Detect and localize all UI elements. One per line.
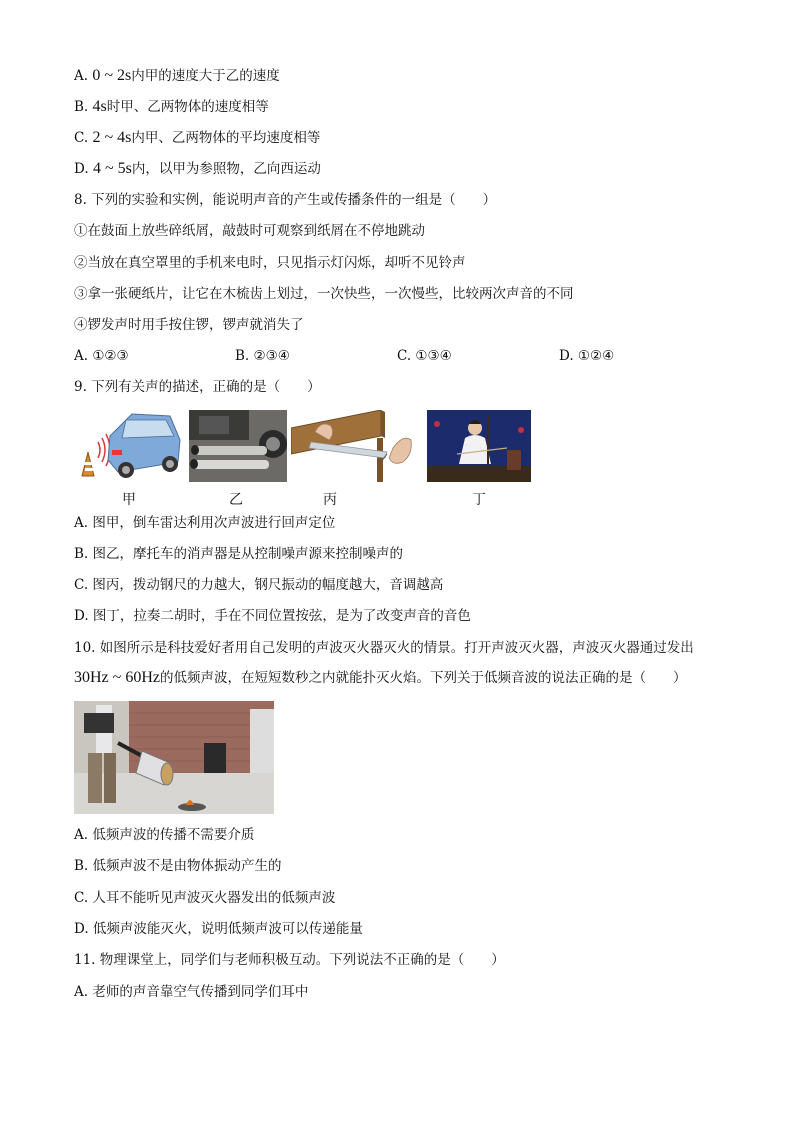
q8-stem: 8. 下列的实验和实例，能说明声音的产生或传播条件的一组是（ ） bbox=[74, 192, 497, 208]
q10-stem-line1: 10. 如图所示是科技爱好者用自己发明的声波灭火器灭火的情景。打开声波灭火器，声波灭火器通过发出 bbox=[74, 640, 694, 656]
q8-choice-a: A. ①②③ bbox=[74, 348, 129, 364]
q9-option-a: A. 图甲，倒车雷达利用次声波进行回声定位 bbox=[74, 515, 336, 531]
q8-choice-c: C. ①③④ bbox=[397, 348, 452, 364]
q11-option-a: A. 老师的声音靠空气传播到同学们耳中 bbox=[74, 984, 309, 1000]
q9-option-b: B. 图乙，摩托车的消声器是从控制噪声源来控制噪声的 bbox=[74, 546, 404, 562]
q8-choice-b: B. ②③④ bbox=[235, 348, 290, 364]
figure-erhu-player bbox=[427, 410, 531, 482]
q8-item-3: ③拿一张硬纸片，让它在木梳齿上划过，一次快些，一次慢些，比较两次声音的不同 bbox=[74, 286, 574, 302]
q8-choices bbox=[74, 346, 714, 366]
q10-stem-line2: 30Hz ~ 60Hz的低频声波，在短短数秒之内就能扑灭火焰。下列关于低频音波的说法正确的是（ ） bbox=[74, 669, 687, 686]
caption-yi: 乙 bbox=[229, 492, 243, 508]
q9-option-c: C. 图丙，拨动钢尺的力越大，钢尺振动的幅度越大，音调越高 bbox=[74, 577, 444, 593]
q7-option-b: B. 4s时甲、乙两物体的速度相等 bbox=[74, 98, 269, 115]
q9-stem: 9. 下列有关声的描述，正确的是（ ） bbox=[74, 379, 321, 395]
q9-option-d: D. 图丁，拉奏二胡时，手在不同位置按弦，是为了改变声音的音色 bbox=[74, 608, 471, 624]
q8-item-4: ④锣发声时用手按住锣，锣声就消失了 bbox=[74, 317, 304, 333]
caption-bing: 丙 bbox=[323, 492, 337, 508]
q7-option-d: D. 4 ~ 5s内，以甲为参照物，乙向西运动 bbox=[74, 160, 321, 177]
figure-motorcycle-muffler bbox=[189, 410, 287, 482]
q10-option-b: B. 低频声波不是由物体振动产生的 bbox=[74, 858, 282, 874]
q8-choice-d: D. ①②④ bbox=[559, 348, 615, 364]
caption-ding: 丁 bbox=[472, 492, 486, 508]
q8-item-2: ②当放在真空罩里的手机来电时，只见指示灯闪烁，却听不见铃声 bbox=[74, 255, 466, 271]
q7-option-a: A. 0 ~ 2s内甲的速度大于乙的速度 bbox=[74, 67, 280, 84]
figure-car-radar bbox=[74, 410, 184, 482]
q10-option-c: C. 人耳不能听见声波灭火器发出的低频声波 bbox=[74, 890, 336, 906]
figure-steel-ruler bbox=[291, 410, 421, 482]
q8-item-1: ①在鼓面上放些碎纸屑，敲鼓时可观察到纸屑在不停地跳动 bbox=[74, 223, 425, 239]
q7-option-c: C. 2 ~ 4s内甲、乙两物体的平均速度相等 bbox=[74, 129, 321, 146]
q10-option-d: D. 低频声波能灭火，说明低频声波可以传递能量 bbox=[74, 921, 363, 937]
figure-sound-extinguisher bbox=[74, 701, 274, 814]
q11-stem: 11. 物理课堂上，同学们与老师积极互动。下列说法不正确的是（ ） bbox=[74, 952, 505, 968]
caption-jia: 甲 bbox=[122, 492, 136, 508]
q10-option-a: A. 低频声波的传播不需要介质 bbox=[74, 827, 255, 843]
